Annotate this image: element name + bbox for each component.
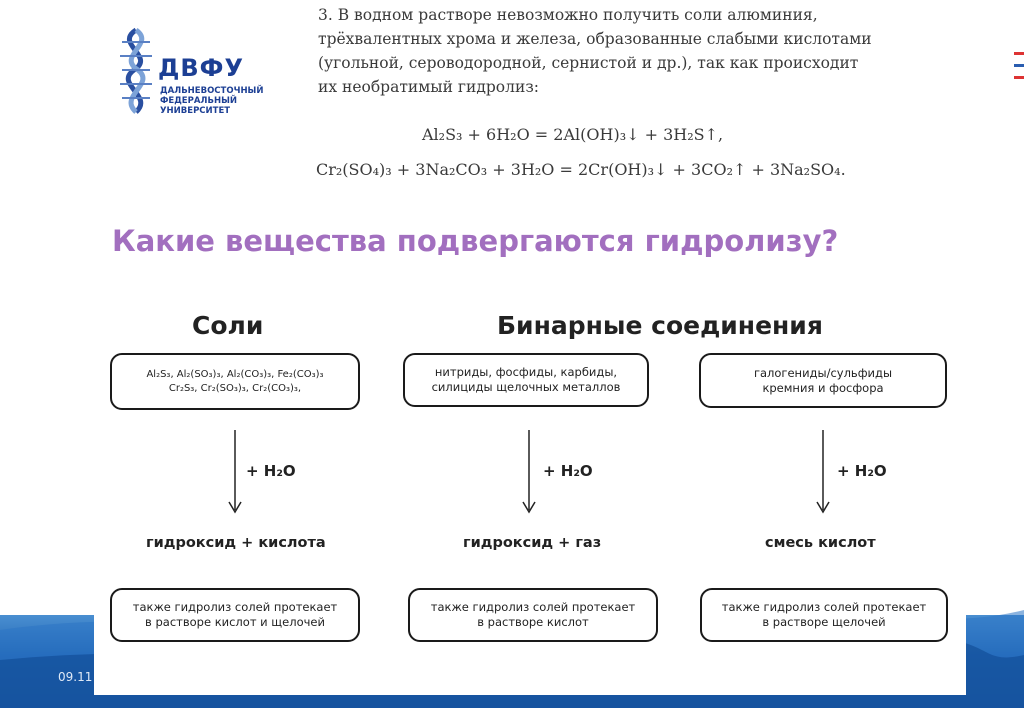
nitrides-box-line-1: нитриды, фосфиды, карбиды, — [434, 365, 618, 379]
nitrides-reagent: + H₂O — [543, 462, 593, 480]
equation-2: Cr₂(SO₄)₃ + 3Na₂CO₃ + 3H₂O = 2Cr(OH)₃↓ + 3CO₂↑ + 3Na₂SO₄. — [316, 160, 846, 179]
nitrides-note-line-1: также гидролиз солей протекает — [430, 600, 636, 614]
arrow-down-icon — [522, 430, 536, 514]
salts-box — [110, 353, 360, 410]
paragraph-line-2: трёхвалентных хрома и железа, образованные слабыми кислотами — [318, 30, 872, 48]
arrow-down-icon — [816, 430, 830, 514]
paragraph-line-4: их необратимый гидролиз: — [318, 78, 539, 96]
dvfu-logo — [108, 24, 264, 118]
halides-box-line-2: кремния и фосфора — [762, 380, 884, 395]
dna-helix-icon — [110, 26, 162, 116]
halides-box-line-1: галогениды/сульфиды — [753, 365, 893, 380]
slide-heading: Какие вещества подвергаются гидролизу? — [112, 224, 839, 258]
salts-note-box — [110, 588, 360, 642]
paragraph-line-3: (угольной, сероводородной, сернистой и др.), так как происходит — [318, 54, 859, 72]
paragraph-line-1: 3. В водном растворе невозможно получить соли алюминия, — [318, 6, 818, 24]
salts-result: гидроксид + кислота — [146, 535, 326, 551]
nitrides-box — [403, 353, 649, 407]
nitrides-note-line-2: в растворе кислот — [477, 615, 589, 629]
logo-line-2: ФЕДЕРАЛЬНЫЙ — [160, 96, 237, 106]
nitrides-result: гидроксид + газ — [463, 535, 602, 551]
salts-column-title: Соли — [192, 311, 264, 340]
salts-reagent: + H₂O — [246, 462, 296, 480]
logo-line-1: ДАЛЬНЕВОСТОЧНЫЙ — [160, 86, 264, 96]
logo-title: ДВФУ — [158, 54, 244, 82]
salts-box-line-2: Cr₂S₃, Cr₂(SO₃)₃, Cr₂(CO₃)₃, — [168, 382, 302, 394]
halides-result: смесь кислот — [765, 535, 876, 551]
slide-date: 09.11 — [58, 670, 93, 684]
halides-note-line-2: в растворе щелочей — [762, 615, 886, 629]
halides-box — [699, 353, 947, 408]
halides-note-box — [700, 588, 948, 642]
binary-column-title: Бинарные соединения — [497, 311, 823, 340]
salts-note-line-1: также гидролиз солей протекает — [132, 600, 338, 614]
right-edge-stripes — [1014, 52, 1024, 92]
halides-note-line-1: также гидролиз солей протекает — [721, 600, 927, 614]
logo-line-3: УНИВЕРСИТЕТ — [160, 106, 231, 116]
arrow-down-icon — [228, 430, 242, 514]
equation-1: Al₂S₃ + 6H₂O = 2Al(OH)₃↓ + 3H₂S↑, — [422, 125, 724, 144]
salts-note-line-2: в растворе кислот и щелочей — [145, 615, 325, 629]
nitrides-box-line-2: силициды щелочных металлов — [431, 380, 621, 394]
textbook-paragraph — [318, 3, 998, 99]
salts-box-line-1: Al₂S₃, Al₂(SO₃)₃, Al₂(CO₃)₃, Fe₂(CO₃)₃ — [146, 368, 324, 380]
nitrides-note-box — [408, 588, 658, 642]
halides-reagent: + H₂O — [837, 462, 887, 480]
